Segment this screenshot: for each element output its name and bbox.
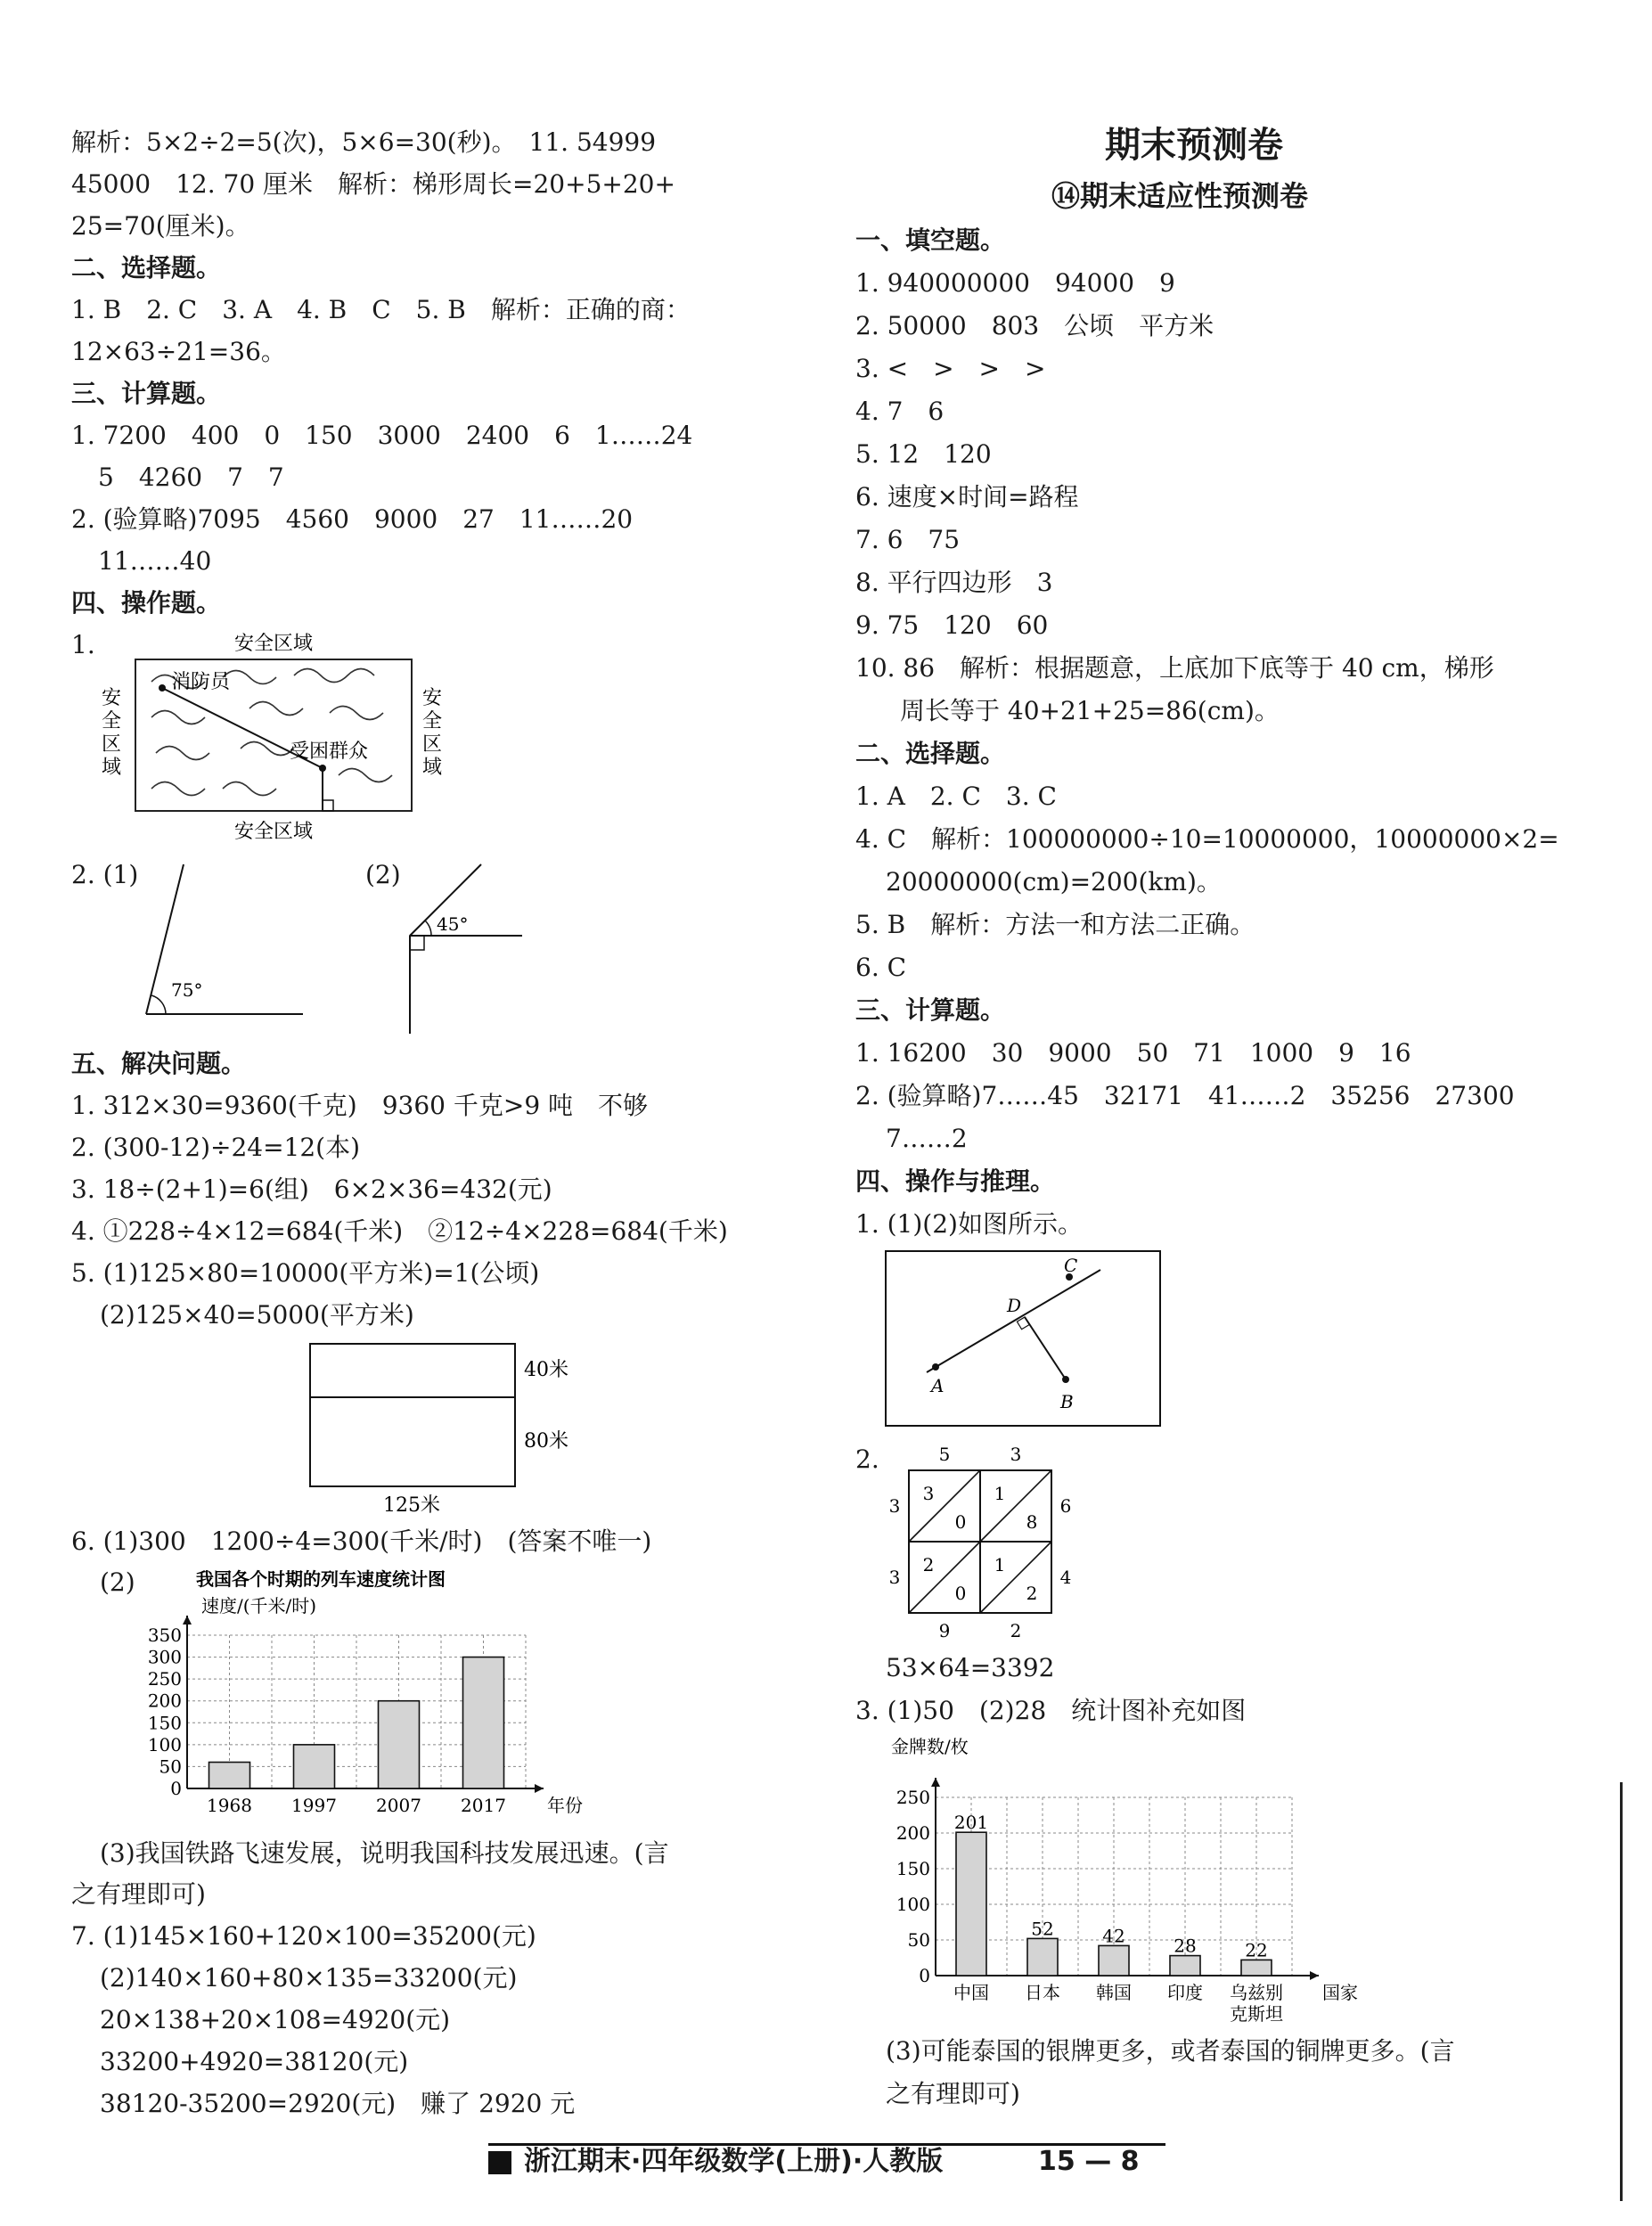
people-label: 受困群众 [290,741,369,763]
y-tick-label: 0 [170,1778,182,1799]
x-tick-label: 日本 [1025,1982,1060,2003]
answer-line: 3. < > > > [855,354,1046,383]
svg-text:3: 3 [922,1483,935,1504]
svg-text:6: 6 [1059,1495,1072,1517]
footer-logo-icon [488,2151,511,2174]
answer-line: 7. (1)145×160+120×100=35200(元) [71,1921,536,1951]
x-tick-label: 2017 [461,1795,506,1816]
page-edge-rule [1620,1782,1623,2201]
answer-line: 20×138+20×108=4920(元) [100,2005,451,2034]
answer-line: 6. (1)300 1200÷4=300(千米/时) (答案不唯一) [71,1526,652,1556]
svg-text:全: 全 [421,710,443,732]
fire-map-diagram [89,624,446,855]
bar [1170,1956,1200,1976]
answer-line: 38120-35200=2920(元) 赚了 2920 元 [100,2089,576,2118]
answer-line: 6. C [855,953,907,982]
x-tick-label: 克斯坦 [1230,2003,1283,2025]
rect-label-80: 80米 [524,1430,568,1453]
map-top-label: 安全区域 [233,633,314,655]
angle-45-diagram [392,855,535,1043]
y-tick-label: 100 [147,1733,182,1755]
answer-line: 10. 86 解析：根据题意，上底加下底等于 40 cm，梯形 [855,653,1494,683]
bar [1241,1960,1272,1976]
answer-line: 5. (1)125×80=10000(平方米)=1(公顷) [71,1258,540,1288]
section-heading: 三、计算题。 [855,995,1006,1025]
answer-line: 20000000(cm)=200(km)。 [886,867,1222,896]
svg-text:3: 3 [888,1567,901,1588]
answer-line: 5 4260 7 7 [98,462,284,492]
answer-line: 之有理即可) [71,1879,206,1909]
map-bottom-label: 安全区域 [233,821,314,843]
y-axis-label: 金牌数/枚 [891,1736,969,1757]
map-left-label [102,687,121,779]
y-axis-arrow [183,1616,192,1624]
answer-line: 1. 312×30=9360(千克) 9360 千克>9 吨 不够 [71,1091,649,1120]
answer-line: 1. 16200 30 9000 50 71 1000 9 16 [855,1038,1411,1068]
answer-line: 3. (1)50 (2)28 统计图补充如图 [855,1696,1247,1725]
bar [379,1701,420,1788]
x-tick-label: 1997 [291,1795,337,1816]
bar [209,1763,250,1788]
rect-label-125: 125米 [383,1494,440,1515]
footer-page-number: 15 — 8 [1038,2146,1140,2177]
data-label: 22 [1245,1939,1268,1961]
answer-line: 5. 12 120 [855,439,992,469]
answer-line: 周长等于 40+21+25=86(cm)。 [900,696,1280,725]
people-point [319,765,326,772]
x-axis-label: 年份 [547,1795,583,1816]
answer-line: 11……40 [98,546,212,576]
answer-line: 2. (验算略)7095 4560 9000 27 11……20 [71,504,634,534]
lattice-multiplication-diagram [873,1439,1096,1653]
x-tick-label: 2007 [376,1795,421,1816]
svg-text:区: 区 [101,733,122,756]
answer-line: 2. (300-12)÷24=12(本) [71,1133,361,1162]
page-subtitle: ⑭期末适应性预测卷 [1051,179,1309,213]
answer-line: 8. 平行四边形 3 [855,568,1053,597]
fireman-label: 消防员 [171,671,231,693]
section-heading: 二、选择题。 [71,253,222,282]
point-c-label: C [1064,1255,1078,1276]
svg-text:域: 域 [421,757,443,779]
answer-line: (3)可能泰国的银牌更多，或者泰国的铜牌更多。(言 [886,2036,1455,2066]
y-tick-label: 100 [896,1894,930,1915]
y-tick-label: 150 [896,1858,930,1879]
y-tick-label: 350 [147,1624,182,1646]
y-tick-label: 150 [147,1712,182,1734]
y-tick-label: 50 [159,1755,182,1778]
x-axis-label: 国家 [1322,1982,1358,2003]
y-tick-label: 50 [907,1929,930,1951]
y-tick-label: 200 [896,1822,930,1844]
x-tick-label: 中国 [953,1982,989,2003]
bar [463,1657,504,1788]
svg-text:1: 1 [994,1554,1006,1575]
answer-line: (2)140×160+80×135=33200(元) [100,1963,518,1993]
svg-text:8: 8 [1026,1511,1038,1533]
rect-label-40: 40米 [524,1359,568,1381]
map-right-label [422,687,442,779]
svg-text:2: 2 [922,1554,935,1575]
svg-text:2: 2 [1010,1620,1022,1641]
y-axis-label: 速度/(千米/时) [201,1595,317,1616]
field-rectangle-diagram [303,1337,588,1515]
data-label: 201 [953,1812,989,1834]
y-tick-label: 200 [147,1690,182,1712]
answer-line: 4. ①228÷4×12=684(千米) ②12÷4×228=684(千米) [71,1216,728,1246]
answer-line: 12×63÷21=36。 [71,337,286,366]
svg-text:1: 1 [994,1483,1006,1504]
answer-line: 7. 6 75 [855,525,961,554]
answer-line: 7……2 [886,1124,968,1153]
point-d-label: D [1007,1295,1022,1316]
answer-line: 4. 7 6 [855,397,945,426]
svg-text:0: 0 [954,1511,967,1533]
svg-text:安: 安 [421,687,443,709]
answer-line: 1. [71,630,95,659]
svg-text:安: 安 [101,687,122,709]
section-heading: 二、选择题。 [855,739,1006,768]
answer-line: 2. (1) [71,860,139,889]
answer-line: 3. 18÷(2+1)=6(组) 6×2×36=432(元) [71,1174,552,1204]
svg-text:9: 9 [938,1620,951,1641]
answer-line: (2) [100,1567,135,1597]
svg-text:域: 域 [101,757,122,779]
answer-line: 6. 速度×时间=路程 [855,482,1079,511]
y-tick-label: 250 [147,1668,182,1690]
svg-text:区: 区 [421,733,443,756]
answer-line: 5. B 解析：方法一和方法二正确。 [855,910,1255,939]
x-axis-arrow [1310,1971,1319,1980]
angle-75-diagram [125,855,321,1025]
bar [956,1832,986,1976]
x-tick-label: 乌兹别 [1230,1982,1283,2003]
answer-line: 45000 12. 70 厘米 解析：梯形周长=20+5+20+ [71,169,675,199]
angle-45-label: 45° [437,913,469,935]
x-tick-label: 韩国 [1096,1982,1132,2003]
answer-line: 2. (验算略)7……45 32171 41……2 35256 27300 [855,1081,1515,1110]
answer-line: 1. (1)(2)如图所示。 [855,1209,1083,1239]
data-label: 52 [1031,1918,1054,1940]
section-heading: 四、操作与推理。 [855,1166,1056,1196]
page-title: 期末预测卷 [1105,125,1283,166]
svg-text:5: 5 [938,1444,951,1465]
perpendicular-diagram [882,1248,1167,1435]
answer-line: 解析：5×2÷2=5(次)，5×6=30(秒)。 11. 54999 [71,127,657,157]
section-heading: 三、计算题。 [71,379,222,408]
angle-75-label: 75° [171,979,203,1001]
answer-line: (2) [365,860,401,889]
answer-line: 4. C 解析：100000000÷10=10000000，10000000×2= [855,824,1559,854]
section-heading: 五、解决问题。 [71,1049,247,1078]
svg-text:3: 3 [888,1495,901,1517]
y-tick-label: 250 [896,1787,930,1808]
svg-text:全: 全 [101,710,122,732]
fireman-point [159,684,166,692]
svg-text:0: 0 [954,1583,967,1604]
answer-line: 1. A 2. C 3. C [855,782,1057,811]
y-axis-arrow [931,1778,940,1787]
x-tick-label: 1968 [207,1795,252,1816]
bar [294,1745,335,1788]
answer-line: 53×64=3392 [886,1653,1055,1682]
point-b-label: B [1060,1391,1074,1412]
answer-line: 25=70(厘米)。 [71,211,250,241]
y-tick-label: 300 [147,1646,182,1668]
bar [1027,1938,1058,1976]
answer-line: (2)125×40=5000(平方米) [100,1300,414,1330]
x-axis-arrow [535,1784,544,1793]
section-heading: 四、操作题。 [71,588,222,618]
answer-line: 2. [855,1444,879,1474]
section-heading: 一、填空题。 [855,225,1006,255]
answer-line: 33200+4920=38120(元) [100,2047,409,2076]
data-label: 28 [1174,1935,1197,1957]
data-label: 42 [1102,1925,1125,1947]
answer-line: 之有理即可) [886,2079,1020,2108]
answer-line: 1. 7200 400 0 150 3000 2400 6 1……24 [71,421,693,450]
y-tick-label: 0 [919,1965,930,1986]
answer-line: (3)我国铁路飞速发展，说明我国科技发展迅速。(言 [100,1838,669,1868]
footer-text: 浙江期末·四年级数学(上册)·人教版 [524,2146,944,2177]
svg-text:2: 2 [1026,1583,1038,1604]
answer-line: 2. 50000 803 公顷 平方米 [855,311,1214,340]
train-speed-chart [134,1564,615,1831]
answer-line: 9. 75 120 60 [855,610,1049,640]
gold-medal-chart [882,1733,1381,2027]
chart-title: 我国各个时期的列车速度统计图 [196,1568,446,1590]
x-tick-label: 印度 [1167,1982,1203,2003]
svg-text:4: 4 [1059,1567,1072,1588]
answer-line: 1. 940000000 94000 9 [855,268,1175,298]
point-a-label: A [931,1375,945,1396]
answer-line: 1. B 2. C 3. A 4. B C 5. B 解析：正确的商： [71,295,691,324]
bar [1099,1945,1129,1976]
svg-text:3: 3 [1010,1444,1022,1465]
